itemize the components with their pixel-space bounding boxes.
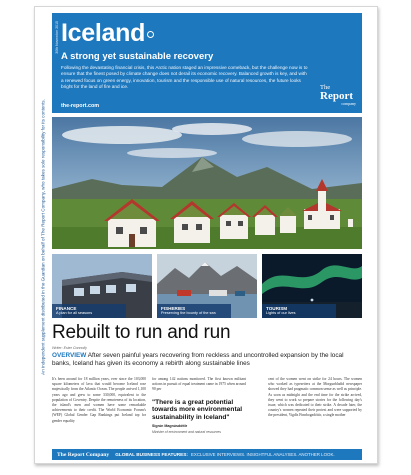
feature-thumbnails xyxy=(52,254,362,318)
thumb-fisheries-sub: Preserving the bounty of the sea xyxy=(161,311,216,315)
pull-quote-role: Minister of environment and natural resources xyxy=(152,429,221,434)
logo-the: The xyxy=(320,84,331,91)
footer-bar xyxy=(52,449,362,460)
article-byline: Writer: Ester Connolly xyxy=(52,346,87,350)
thumb-finance-caption xyxy=(52,304,126,318)
article-lead xyxy=(52,352,362,369)
intro-paragraph: Following the devastating financial crisis, this Arctic nation staged an impressive comeback, but the challenge now is to ensure that the finest posed by climate change does not derail its economic recovery. Balanced growth is key, and with a renewed focus on green energy, innovation, tourism and the responsible use of natural resources, the future looks bright for the land of fire and ice. xyxy=(61,65,308,89)
logo-company: company xyxy=(341,101,356,106)
side-disclaimer: An independent supplement distributed in the Guardian on behalf of The Report Company, who takes sole responsibility for its contents. xyxy=(40,99,46,375)
article-column-1: It's been around for 18 million years, ever since the 103,000 square kilometers of lava that would become Iceland rose majestically from the Atlantic Ocean. The people arrived 1,100 years ago and grew to some 330,000, equivalent to the population of Coventry. Despite the remoteness of its location, the island's men and women have some remarkable achievements to their credit. The World Economic Forum's (WEF) Global Gender Gap Rankings put Iceland top for gender equality xyxy=(52,377,146,423)
article-column-3: cent of the women went on strike for 24 hours. The women who worked as typesetters at the Morgunbladid newspaper showed they had pragmatic common sense as well as principle. As soon as midnight and the end time for the strike arrived, they went to work so prepare stories for the following day's issue, which was dedicated to their strike. A decade later, the country's women repeated their protest and were supported by the president, Vigdís Finnbogadóttir, a single mother xyxy=(268,377,362,418)
thumb-tourism[interactable] xyxy=(262,254,362,318)
title-text: Iceland xyxy=(61,19,146,47)
report-company-logo xyxy=(320,83,356,106)
article-headline: Rebuilt to run and run xyxy=(52,322,231,343)
column-2-text: for among 142 nations monitored. The first known militant actions in pursuit of equal treatment came in 1975 when around 90 per xyxy=(152,377,247,392)
thumb-fisheries-title: FISHERIES xyxy=(161,306,186,311)
lead-kicker: OVERVIEW xyxy=(52,352,87,359)
thumb-finance-title: FINANCE xyxy=(56,306,77,311)
pull-quote-author: Sigrún Magnúsdóttir xyxy=(152,424,188,429)
pull-quote xyxy=(152,399,246,435)
turf-houses-illustration xyxy=(52,117,362,249)
website-link[interactable]: the-report.com xyxy=(61,103,100,109)
side-strip xyxy=(35,7,51,463)
page-subtitle: A strong yet sustainable recovery xyxy=(61,51,214,62)
thumb-finance-sub: A plan for all seasons xyxy=(56,311,93,315)
header-banner xyxy=(52,13,362,113)
title-dot-icon xyxy=(147,31,154,38)
thumb-finance[interactable] xyxy=(52,254,152,318)
thumb-fisheries[interactable] xyxy=(157,254,257,318)
thumb-tourism-sub: Lights of our lives xyxy=(266,311,296,315)
lead-text: After seven painful years recovering from reckless and uncontrolled expansion by the local banks, Iceland has given its economy a rebirth along sustainable lines xyxy=(52,352,344,368)
footer-tagline: EXCLUSIVE INTERVIEWS. INSIGHTFUL ANALYSES. ANOTHER LOOK. xyxy=(190,452,335,457)
footer-logo: The Report Company xyxy=(57,451,110,458)
issue-date: 30th November 2015 xyxy=(55,21,59,54)
article-column-2 xyxy=(152,377,246,435)
footer-features-label: GLOBAL BUSINESS FEATURES: xyxy=(115,452,188,457)
pull-quote-text: "There is a great potential towards more environmental sustainability in Iceland" xyxy=(152,398,243,421)
supplement-page xyxy=(34,6,378,464)
page-title xyxy=(61,19,154,47)
thumb-tourism-caption xyxy=(262,304,336,318)
thumb-tourism-title: TOURISM xyxy=(266,306,288,311)
logo-report: Report xyxy=(320,90,353,102)
thumb-fisheries-caption xyxy=(157,304,231,318)
hero-photo xyxy=(52,117,362,249)
